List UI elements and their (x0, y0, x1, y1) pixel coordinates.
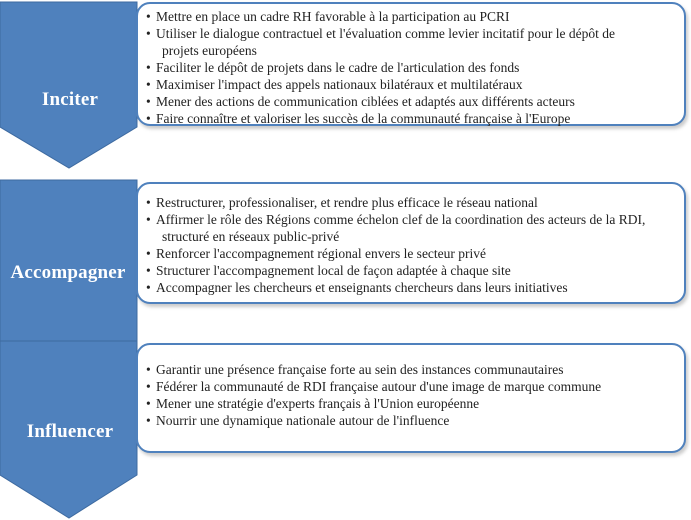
list-item: • Utiliser le dialogue contractuel et l'évaluation comme levier incitatif pour le dépôt de projets européens (146, 25, 678, 59)
list-item: • Faire connaître et valoriser les succès de la communauté française à l'Europe (146, 110, 678, 127)
list-item: • Fédérer la communauté de RDI française autour d'une image de marque commune (146, 378, 678, 395)
bullet-list-inciter (146, 8, 678, 127)
list-item: • Maximiser l'impact des appels nationaux bilatéraux et multilatéraux (146, 76, 678, 93)
list-item: • Faciliter le dépôt de projets dans le cadre de l'articulation des fonds (146, 59, 678, 76)
list-item: • Affirmer le rôle des Régions comme échelon clef de la coordination des acteurs de la RDI, structuré en réseaux public-privé (146, 211, 678, 245)
list-item: • Mener une stratégie d'experts français à l'Union européenne (146, 395, 678, 412)
panel-influencer (136, 343, 686, 453)
list-item: • Nourrir une dynamique nationale autour de l'influence (146, 412, 678, 429)
list-item: • Mener des actions de communication ciblées et adaptés aux différents acteurs (146, 93, 678, 110)
stage-label-influencer: Influencer (26, 421, 114, 442)
bullet-list-accompagner (146, 194, 678, 296)
chevron-inciter (0, 2, 137, 168)
panel-inciter (136, 2, 686, 126)
list-item: • Accompagner les chercheurs et enseignants chercheurs dans leurs initiatives (146, 279, 678, 296)
panel-accompagner (136, 182, 686, 304)
list-item: • Garantir une présence française forte au sein des instances communautaires (146, 361, 678, 378)
bullet-list-influencer (146, 361, 678, 429)
list-item: • Structurer l'accompagnement local de façon adaptée à chaque site (146, 262, 678, 279)
list-item: • Restructurer, professionaliser, et rendre plus efficace le réseau national (146, 194, 678, 211)
list-item: • Mettre en place un cadre RH favorable à la participation au PCRI (146, 8, 678, 25)
list-item: • Renforcer l'accompagnement régional envers le secteur privé (146, 245, 678, 262)
stage-label-inciter: Inciter (41, 89, 99, 110)
stage-label-accompagner: Accompagner (10, 262, 126, 283)
